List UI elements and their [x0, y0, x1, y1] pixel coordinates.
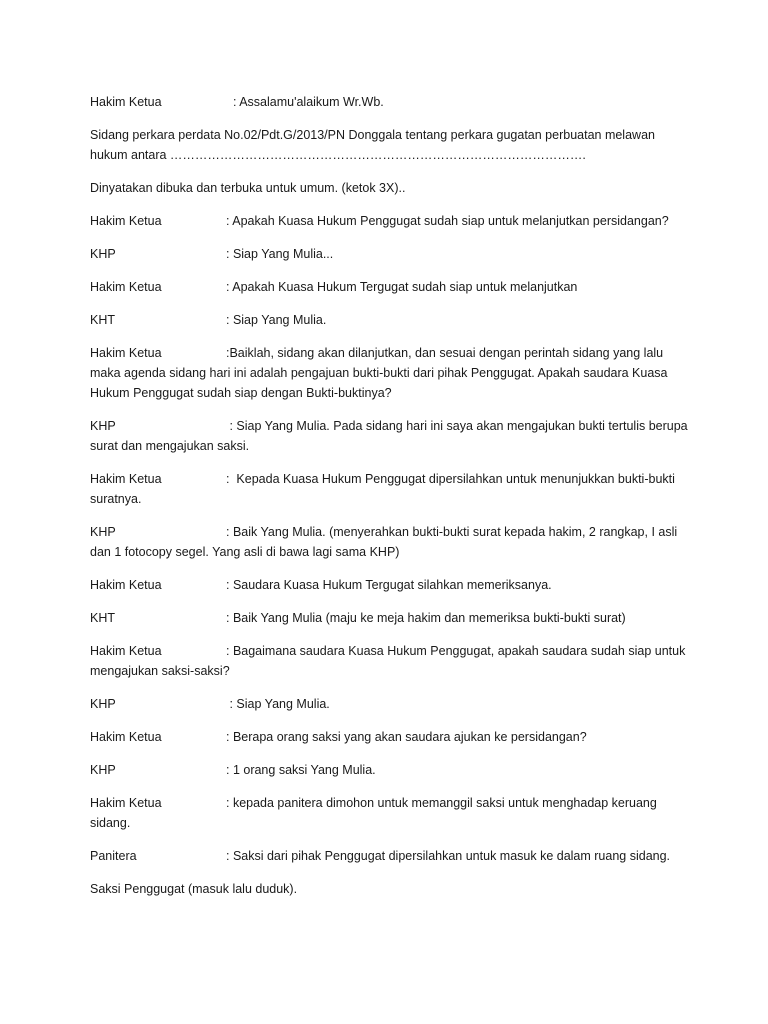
speaker-label: Hakim Ketua	[90, 214, 162, 228]
dialogue-paragraph	[90, 343, 688, 403]
dialogue-paragraph	[90, 125, 688, 165]
paragraph-text: : Bagaimana saudara Kuasa Hukum Penggugat, apakah saudara sudah siap untuk mengajukan saksi-saksi?	[90, 644, 689, 678]
dialogue-paragraph	[90, 522, 688, 562]
paragraph-text: : Baik Yang Mulia (maju ke meja hakim dan memeriksa bukti-bukti surat)	[226, 611, 626, 625]
speaker-label: KHP	[90, 763, 116, 777]
speaker-label: Hakim Ketua	[90, 346, 162, 360]
dialogue-paragraph	[90, 416, 692, 456]
speaker-label: KHP	[90, 419, 116, 433]
speaker-label: KHT	[90, 611, 115, 625]
paragraph-text: : Siap Yang Mulia.	[226, 313, 327, 327]
dialogue-paragraph	[90, 178, 688, 198]
speaker-label: Hakim Ketua	[90, 796, 162, 810]
dialogue-paragraph	[90, 92, 688, 112]
paragraph-text: : Siap Yang Mulia. Pada sidang hari ini saya akan mengajukan bukti tertulis berupa surat dan mengajukan saksi.	[90, 419, 692, 453]
dialogue-paragraph	[90, 277, 688, 297]
speaker-label: Hakim Ketua	[90, 644, 162, 658]
speaker-label: Hakim Ketua	[90, 578, 162, 592]
paragraph-text: :Baiklah, sidang akan dilanjutkan, dan sesuai dengan perintah sidang yang lalu maka agenda sidang hari ini adalah pengajuan bukti-bukti dari pihak Penggugat. Apakah saudara Kuasa Hukum Penggugat sudah siap dengan Bukti-buktinya?	[90, 346, 671, 400]
paragraph-text: : Saksi dari pihak Penggugat dipersilahkan untuk masuk ke dalam ruang sidang.	[226, 849, 671, 863]
paragraph-text: : Apakah Kuasa Hukum Penggugat sudah siap untuk melanjutkan persidangan?	[226, 214, 669, 228]
dialogue-paragraph	[90, 793, 688, 833]
speaker-label: Hakim Ketua	[90, 280, 162, 294]
dialogue-paragraph	[90, 575, 688, 595]
paragraph-text: : Assalamu'alaikum Wr.Wb.	[226, 95, 384, 109]
dialogue-paragraph	[90, 244, 688, 264]
dialogue-paragraph	[90, 879, 688, 899]
paragraph-text: : Baik Yang Mulia. (menyerahkan bukti-bukti surat kepada hakim, 2 rangkap, I asli dan 1 fotocopy segel. Yang asli di bawa lagi sama KHP)	[90, 525, 681, 559]
paragraph-text: : Kepada Kuasa Hukum Penggugat dipersilahkan untuk menunjukkan bukti-bukti suratnya.	[90, 472, 679, 506]
speaker-label: KHP	[90, 697, 116, 711]
dialogue-paragraph	[90, 211, 688, 231]
speaker-label: Hakim Ketua	[90, 472, 162, 486]
dialogue-paragraph	[90, 310, 688, 330]
paragraph-text: Sidang perkara perdata No.02/Pdt.G/2013/PN Donggala tentang perkara gugatan perbuatan melawan hukum antara ……………………………………………………………………………………….	[90, 128, 659, 162]
paragraph-text: Dinyatakan dibuka dan terbuka untuk umum. (ketok 3X)..	[90, 181, 406, 195]
paragraph-text: : 1 orang saksi Yang Mulia.	[226, 763, 376, 777]
speaker-label: KHP	[90, 247, 116, 261]
dialogue-paragraph	[90, 469, 688, 509]
paragraph-text: : Siap Yang Mulia...	[226, 247, 334, 261]
dialogue-paragraph	[90, 727, 688, 747]
paragraph-text: Saksi Penggugat (masuk lalu duduk).	[90, 882, 298, 896]
speaker-label: Hakim Ketua	[90, 95, 162, 109]
dialogue-paragraph	[90, 608, 688, 628]
speaker-label: KHT	[90, 313, 115, 327]
paragraph-text: : kepada panitera dimohon untuk memanggil saksi untuk menghadap keruang sidang.	[90, 796, 661, 830]
speaker-label: KHP	[90, 525, 116, 539]
dialogue-paragraph	[90, 846, 688, 866]
paragraph-text: : Berapa orang saksi yang akan saudara ajukan ke persidangan?	[226, 730, 587, 744]
dialogue-paragraph	[90, 760, 688, 780]
transcript	[90, 92, 692, 899]
paragraph-text: : Apakah Kuasa Hukum Tergugat sudah siap untuk melanjutkan	[226, 280, 578, 294]
dialogue-paragraph	[90, 641, 688, 681]
paragraph-text: : Siap Yang Mulia.	[226, 697, 330, 711]
dialogue-paragraph	[90, 694, 688, 714]
speaker-label: Panitera	[90, 849, 137, 863]
speaker-label: Hakim Ketua	[90, 730, 162, 744]
paragraph-text: : Saudara Kuasa Hukum Tergugat silahkan memeriksanya.	[226, 578, 552, 592]
